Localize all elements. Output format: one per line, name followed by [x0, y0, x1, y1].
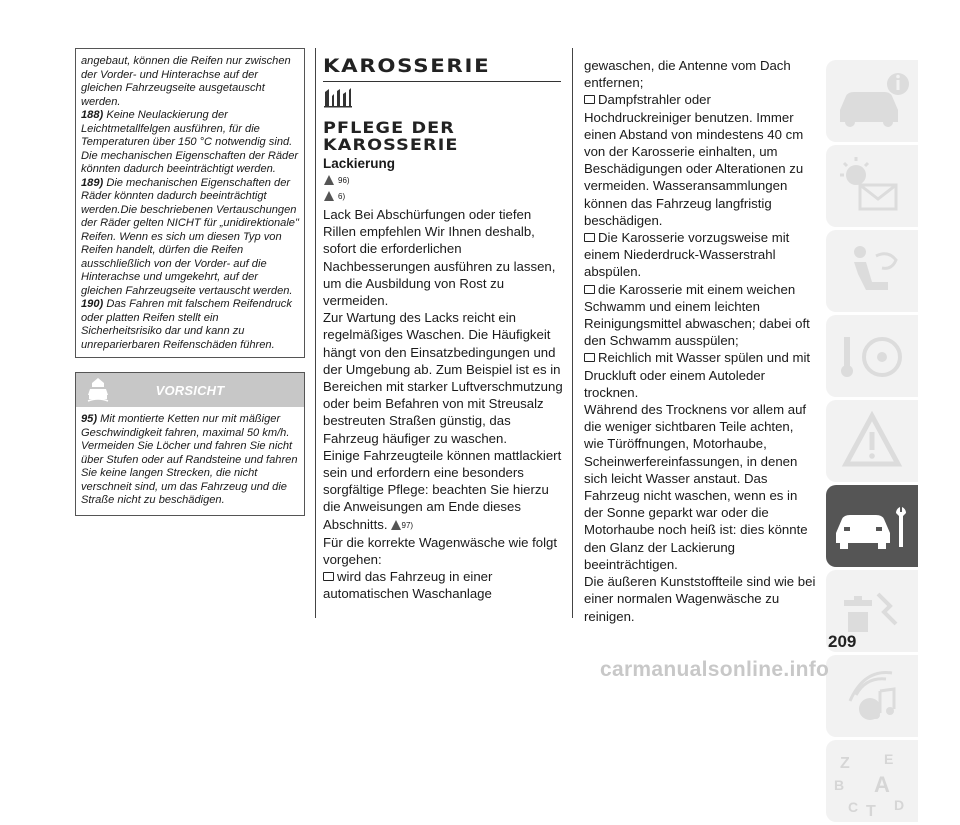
- right-column: [584, 57, 816, 625]
- index-letter-t: T: [866, 803, 876, 820]
- warning-ref-icon: [390, 519, 402, 531]
- paragraph-2: Zur Wartung des Lacks reicht ein regelmäßiges Waschen. Die Häufigkeit hängt von den Einsatzbedingungen und der Umgebung ab. Zum Beispiel ist es in Bereichen mit starker Luftverschmutzung oder beim Befahren von mit Streusalz bestreuten Straßen günstig, das Fahrzeug häufiger zu waschen.: [323, 310, 563, 446]
- airbag-seat-icon: [826, 230, 918, 312]
- tab-index[interactable]: [826, 740, 918, 822]
- tab-safety[interactable]: [826, 230, 918, 312]
- warning-ref-icon: [323, 174, 335, 186]
- paragraph-4: Für die korrekte Wagenwäsche wie folgt vorgehen:: [323, 534, 558, 567]
- vorsicht-text: 95) Mit montierte Ketten nur mit mäßiger Geschwindigkeit fahren, maximal 50 km/h. Vermeiden Sie Löcher und fahren Sie nicht über Stufen oder auf Randsteine und fahren Sie keine langen Strecken, die nicht verschneit sind, um das Fahrzeug und die Straße nicht zu beschädigen.: [81, 413, 298, 506]
- vorsicht-header: [76, 373, 304, 407]
- multimedia-icon: [826, 655, 918, 737]
- section-rule: [323, 81, 561, 82]
- index-icon: [826, 740, 918, 822]
- emergency-triangle-icon: [826, 400, 918, 482]
- middle-body: [323, 206, 563, 603]
- vorsicht-box: [75, 372, 305, 516]
- tab-emergency[interactable]: [826, 400, 918, 482]
- ref-97: 97): [390, 517, 414, 534]
- vorsicht-title: VORSICHT: [155, 382, 225, 398]
- tab-multimedia[interactable]: [826, 655, 918, 737]
- index-letter-z: Z: [840, 755, 850, 772]
- watermark-text: carmanualsonline.info: [600, 658, 830, 681]
- tab-maintenance[interactable]: [826, 485, 918, 567]
- note-190: 190) Das Fahren mit falschem Reifendruck oder platten Reifen stellt ein Sicherheitsrisiko dar und kann zu unreparierbaren Reifenschäden führen.: [81, 298, 292, 351]
- paragraph-5: Während des Trocknens vor allem auf die weniger sichtbaren Teile achten, wie Türöffnungen, Motorhaube, Scheinwerfereinfassungen, in denen sich leicht Wasser anstaut. Das Fahrzeug nicht waschen, wenn es in der Sonne geparkt war oder die Motorhaube noch heiß ist: dies könnte den Glanz der Lackierung beeinträchtigen.: [584, 402, 808, 572]
- bullet-5: Reichlich mit Wasser spülen und mit Druckluft oder einem Autoleder trocknen.: [584, 350, 811, 400]
- bullet-2: Dampfstrahler oder Hochdruckreiniger benutzen. Immer einen Abstand von mindestens 40 cm von der Karosserie einhalten, um Beschädigungen oder Alterationen zu vermeiden. Wasseransammlungen können das Fahrzeug langfristig beschädigen.: [584, 92, 804, 228]
- bullet-1: wird das Fahrzeug in einer automatischen Waschanlage: [323, 569, 493, 602]
- checkbox-bullet-icon: [584, 353, 595, 362]
- page-number: 209: [828, 632, 857, 651]
- bullet-4: die Karosserie mit einem weichen Schwamm und einem leichten Reinigungsmittel abwaschen; dabei oft den Schwamm ausspülen;: [584, 281, 810, 349]
- tab-warning-lights[interactable]: [826, 145, 918, 227]
- index-letter-c: C: [848, 799, 859, 815]
- column-divider-left: [315, 48, 316, 618]
- car-wrench-icon: [826, 485, 918, 567]
- note-188: 188) Keine Neulackierung der Leichtmetallfelgen ausführen, für die Temperaturen über 150 °C notwendig sind. Die mechanischen Eigenschaften der Räder könnten dadurch beeinträchtigt werden.: [81, 109, 299, 175]
- paragraph-3: Einige Fahrzeugteile können mattlackiert sein und erfordern eine besonders sorgfältige Pflege: beachten Sie hierzu die Anweisungen am Ende dieses Abschnitts. 97): [323, 447, 563, 534]
- warning-notes-box: [75, 48, 305, 358]
- tab-starting-driving[interactable]: [826, 315, 918, 397]
- subsection-title-line2: KAROSSERIE: [323, 135, 459, 154]
- fiat-brand-icon: [323, 88, 353, 108]
- middle-column: [323, 55, 563, 603]
- section-title: KAROSSERIE: [323, 55, 491, 77]
- lackierung-heading: Lackierung: [323, 156, 396, 171]
- index-letter-a: A: [874, 772, 890, 797]
- caution-ref-icon: [323, 190, 335, 202]
- index-letter-d: D: [894, 797, 905, 813]
- car-warning-icon: [86, 377, 110, 403]
- key-steering-wheel-icon: [826, 315, 918, 397]
- tab-car-info[interactable]: [826, 60, 918, 142]
- checkbox-bullet-icon: [584, 285, 595, 294]
- paragraph-1: Lack Bei Abschürfungen oder tiefen Rillen empfehlen Wir Ihnen deshalb, sofort die erforderlichen Nachbesserungen ausführen zu lassen, um die Ausbildung von Rost zu vermeiden.: [323, 207, 556, 309]
- index-letter-e: E: [884, 751, 894, 767]
- ref-96: 96): [323, 173, 563, 187]
- subsection-title-line1: PFLEGE DER: [323, 118, 455, 137]
- chapter-sidebar: [826, 60, 918, 825]
- checkbox-bullet-icon: [323, 572, 334, 581]
- car-info-icon: [826, 60, 918, 142]
- checkbox-bullet-icon: [584, 95, 595, 104]
- left-column: [75, 48, 305, 516]
- index-letter-b: B: [834, 777, 845, 793]
- ref-6: 6): [323, 189, 563, 203]
- paragraph-continued: gewaschen, die Antenne vom Dach entfernen;: [584, 58, 791, 91]
- intro-text: angebaut, können die Reifen nur zwischen der Vorder- und Hinterachse auf der gleichen Fahrzeugseite ausgetauscht werden.: [81, 55, 291, 108]
- note-189: 189) Die mechanischen Eigenschaften der Räder könnten dadurch beeinträchtigt werden.Die beschriebenen Vertauschungen der Räder gelten NICHT für „unidirektionale" Reifen. Wenn es sich um diesen Typ von Reifen handelt, dürfen die Reifen ausschließlich von der Vorder- auf die Hinterachse und umgekehrt, auf der gleichen Fahrzeugseite vertauscht werden.: [81, 176, 299, 297]
- checkbox-bullet-icon: [584, 233, 595, 242]
- bullet-3: Die Karosserie vorzugsweise mit einem Niederdruck-Wasserstrahl abspülen.: [584, 230, 790, 280]
- warning-lights-icon: [826, 145, 918, 227]
- paragraph-6: Die äußeren Kunststoffteile sind wie bei einer normalen Wagenwäsche zu reinigen.: [584, 574, 816, 624]
- right-body: [584, 57, 816, 625]
